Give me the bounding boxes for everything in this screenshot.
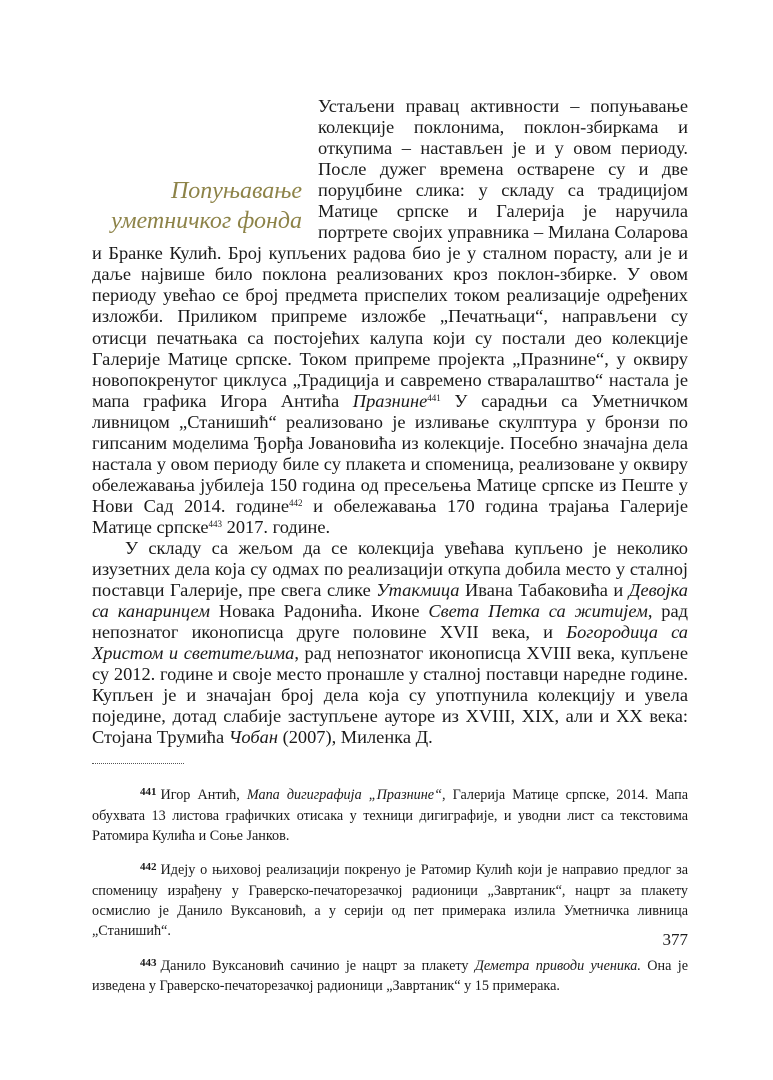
text-run: Устаљени правац активности – попуњавање колекције поклонима, поклон-збиркама и откупима – настављен је и у овом периоду. После дужег времена остварене су и две поруџбине слика: у складу са традицијом Матице српске и Галерија је наручила портрете својих управника – Милана Соларова и Бранке Кулић. Број купљених радова био је у сталном порасту, али је и даље највише било поклона реализованих кроз поклон-збирке. У овом периоду увећао се број предмета приспелих током реализације одређених изложби. Приликом припреме изложбе „Печатњаци“, направљени су отисци печатњака са постојећих калупа који су постали део колекције Галерије Матице српске. Током припреме пројекта „Празнине“, у оквиру новопокренутог циклуса „Традиција и савремено стваралаштво“ настала је мапа графика Игора Антића <box>92 96 688 411</box>
italic-title: Празнине <box>352 390 428 411</box>
italic-title: Света Петка са житијем <box>428 601 648 622</box>
footnote-441 <box>92 782 688 846</box>
page-content <box>92 96 688 1007</box>
text-run: Она је изведена у Граверско-печаторезачкој радионици „Завртаник“ у 15 примерака. <box>92 957 688 994</box>
paragraph-1 <box>92 96 688 538</box>
page-number: 377 <box>662 930 688 949</box>
italic-title: Утакмица <box>376 580 460 601</box>
italic-title: Деметра приводи ученика. <box>474 957 641 974</box>
footnote-ref[interactable]: 442 <box>289 497 303 508</box>
text-run: Новака Радонића. Иконе <box>210 601 429 622</box>
footnote-separator <box>92 753 184 764</box>
text-run: , рад непознатог иконописца друге половине XVII века, и <box>92 601 688 643</box>
footnotes <box>92 782 688 996</box>
footnote-number: 441 <box>140 786 157 799</box>
text-run: Данило Вуксановић сачинио је нацрт за плакету <box>160 957 475 974</box>
text-run: Игор Антић, <box>160 787 247 804</box>
text-run: и обележавања 170 година трајања Галерије Матице српске <box>92 495 689 537</box>
sidenote-line: Попуњавање <box>170 178 302 205</box>
text-run: , рад непознатог иконописца XVIII века, купљене су 2012. године и своје место пронашле у сталној поставци наредне године. Купљен је и значајан број дела која су употпунила колекцију и увела поједине, дотад слабије заступљене ауторе из XVIII, XIX, али и XX века: Стојана Трумића <box>92 643 689 748</box>
paragraph-2 <box>92 538 688 748</box>
sidenote-line: уметничког фонда <box>111 208 302 235</box>
footnote-442 <box>92 857 688 941</box>
text-run: (2007), Миленка Д. <box>277 727 433 748</box>
sidenote-heading <box>70 176 302 236</box>
italic-title: Богородица са Христом и светитељима <box>92 622 688 664</box>
footnote-443 <box>92 953 688 997</box>
text-run: Ивана Табаковића и <box>459 580 629 601</box>
italic-title: Чобан <box>228 727 278 748</box>
text-run: У складу са жељом да се колекција увећава купљено је неколико изузетних дела која су одмах по реализацији откупа добила место у сталној поставци Галерије, пре свега слике <box>92 537 688 601</box>
footnote-ref[interactable]: 443 <box>208 518 223 529</box>
footnote-number: 443 <box>140 956 157 969</box>
text-run: , Галерија Матице српске, 2014. Мапа обухвата 13 листова графичких отисака у техници дигиграфије, и уводни лист са текстовима Ратомира Кулића и Соње Јанков. <box>92 787 688 845</box>
main-text <box>92 96 688 748</box>
italic-title: Мапа дигиграфија „Празнине“ <box>246 787 442 804</box>
footnote-number: 442 <box>140 861 157 874</box>
footnote-ref[interactable]: 441 <box>427 392 441 403</box>
text-run: У сарадњи са Уметничком ливницом „Станишић“ реализовано је изливање скулптура у бронзи по гипсаним моделима Ђорђа Јовановића из колекције. Посебно значајна дела настала у овом периоду биле су плакета и споменица, реализоване у оквиру обележавања јубилеја 150 година од пресељења Матице српске из Пеште у Нови Сад 2014. године <box>92 390 688 516</box>
text-run: 2017. године. <box>222 516 331 537</box>
italic-title: Девојка са канаринцем <box>92 580 688 622</box>
text-run: Идеју о њиховој реализацији покренуо је Ратомир Кулић који је направио предлог за споменицу израђену у Граверско-печаторезачкој радионици „Завртаник“, нацрт за плакету осмислио је Данило Вуксановић, а у серији од пет примерака излила Уметничка ливница „Станишић“. <box>92 862 688 940</box>
